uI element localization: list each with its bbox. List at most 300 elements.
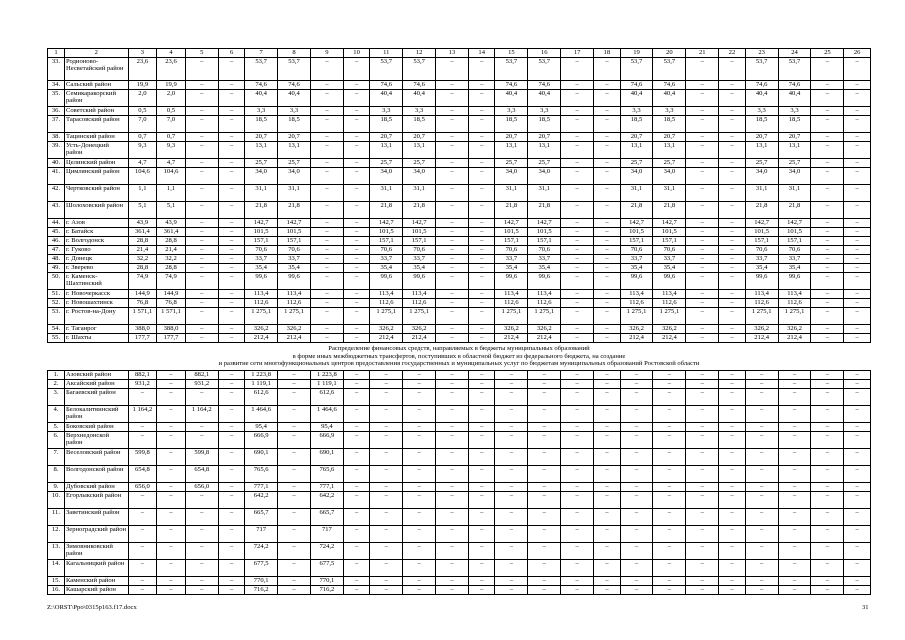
value-cell: –: [468, 116, 495, 133]
value-cell: 677,5: [310, 559, 343, 576]
value-cell: 18,5: [495, 116, 528, 133]
value-cell: 18,5: [370, 116, 403, 133]
value-cell: –: [811, 576, 844, 585]
value-cell: –: [468, 255, 495, 264]
value-cell: –: [653, 405, 686, 422]
value-cell: 654,8: [128, 465, 157, 482]
value-cell: 765,6: [245, 465, 278, 482]
value-cell: –: [343, 542, 370, 559]
value-cell: –: [436, 465, 469, 482]
value-cell: –: [719, 370, 746, 379]
value-cell: –: [468, 290, 495, 299]
value-cell: 142,7: [370, 219, 403, 228]
value-cell: 2,0: [157, 90, 186, 107]
value-cell: 74,6: [778, 81, 811, 90]
value-cell: –: [468, 334, 495, 343]
value-cell: –: [468, 525, 495, 542]
value-cell: 212,4: [403, 334, 436, 343]
row-index: 36.: [48, 107, 65, 116]
value-cell: 1 119,1: [310, 379, 343, 388]
value-cell: –: [686, 431, 719, 448]
value-cell: 1 571,1: [128, 308, 157, 325]
value-cell: –: [403, 576, 436, 585]
value-cell: –: [468, 58, 495, 81]
value-cell: 23,6: [157, 58, 186, 81]
value-cell: –: [403, 388, 436, 405]
column-number: 15: [495, 49, 528, 58]
value-cell: –: [218, 370, 245, 379]
value-cell: –: [495, 422, 528, 431]
row-index: 53.: [48, 308, 65, 325]
value-cell: –: [436, 142, 469, 159]
value-cell: 157,1: [528, 237, 561, 246]
value-cell: –: [811, 422, 844, 431]
value-cell: –: [844, 159, 871, 168]
value-cell: –: [370, 388, 403, 405]
value-cell: –: [561, 116, 594, 133]
value-cell: –: [436, 116, 469, 133]
value-cell: –: [561, 90, 594, 107]
value-cell: 666,9: [245, 431, 278, 448]
value-cell: –: [218, 525, 245, 542]
value-cell: –: [436, 290, 469, 299]
value-cell: –: [778, 585, 811, 594]
value-cell: 677,5: [245, 559, 278, 576]
value-cell: 53,7: [245, 58, 278, 81]
value-cell: 1 119,1: [245, 379, 278, 388]
value-cell: –: [528, 508, 561, 525]
value-cell: –: [310, 90, 343, 107]
value-cell: –: [811, 482, 844, 491]
value-cell: –: [343, 559, 370, 576]
value-cell: –: [686, 334, 719, 343]
value-cell: –: [719, 465, 746, 482]
value-cell: –: [811, 159, 844, 168]
value-cell: –: [218, 542, 245, 559]
municipality-name: Сальский район: [64, 81, 128, 90]
value-cell: 1 275,1: [653, 308, 686, 325]
value-cell: 33,7: [528, 255, 561, 264]
value-cell: 157,1: [620, 237, 653, 246]
value-cell: –: [128, 559, 157, 576]
table-row: [48, 142, 871, 159]
value-cell: 388,0: [128, 325, 157, 334]
value-cell: –: [343, 370, 370, 379]
value-cell: –: [594, 334, 621, 343]
table-row: [48, 159, 871, 168]
value-cell: –: [185, 255, 218, 264]
value-cell: –: [620, 465, 653, 482]
value-cell: 40,4: [778, 90, 811, 107]
column-number: 26: [844, 49, 871, 58]
row-index: 7.: [48, 448, 65, 465]
value-cell: –: [278, 559, 311, 576]
value-cell: –: [128, 508, 157, 525]
value-cell: 20,7: [653, 133, 686, 142]
value-cell: 113,4: [278, 290, 311, 299]
table-row: [48, 525, 871, 542]
value-cell: 70,6: [495, 246, 528, 255]
value-cell: –: [218, 405, 245, 422]
value-cell: –: [594, 482, 621, 491]
row-index: 35.: [48, 90, 65, 107]
value-cell: –: [218, 422, 245, 431]
value-cell: –: [719, 142, 746, 159]
value-cell: –: [218, 90, 245, 107]
value-cell: –: [844, 482, 871, 491]
value-cell: 28,8: [128, 264, 157, 273]
municipality-name: г. Батайск: [64, 228, 128, 237]
value-cell: –: [686, 159, 719, 168]
value-cell: –: [686, 255, 719, 264]
table-row: [48, 379, 871, 388]
value-cell: 13,1: [370, 142, 403, 159]
value-cell: –: [436, 107, 469, 116]
value-cell: –: [811, 290, 844, 299]
value-cell: –: [218, 273, 245, 290]
value-cell: –: [778, 388, 811, 405]
value-cell: 34,0: [778, 168, 811, 185]
value-cell: 142,7: [620, 219, 653, 228]
value-cell: –: [686, 542, 719, 559]
value-cell: –: [745, 559, 778, 576]
row-index: 4.: [48, 405, 65, 422]
value-cell: –: [370, 525, 403, 542]
value-cell: –: [745, 379, 778, 388]
value-cell: 31,1: [778, 185, 811, 202]
value-cell: –: [370, 370, 403, 379]
value-cell: –: [468, 168, 495, 185]
value-cell: –: [218, 325, 245, 334]
value-cell: –: [495, 405, 528, 422]
value-cell: –: [561, 370, 594, 379]
row-index: 50.: [48, 273, 65, 290]
value-cell: –: [436, 299, 469, 308]
value-cell: 40,4: [370, 90, 403, 107]
table-row: [48, 255, 871, 264]
value-cell: –: [844, 308, 871, 325]
value-cell: 361,4: [128, 228, 157, 237]
value-cell: 765,6: [310, 465, 343, 482]
value-cell: 104,6: [128, 168, 157, 185]
value-cell: –: [495, 370, 528, 379]
table-row: [48, 542, 871, 559]
value-cell: –: [185, 81, 218, 90]
municipality-name: Азовский район: [64, 370, 128, 379]
value-cell: –: [594, 142, 621, 159]
value-cell: –: [468, 81, 495, 90]
value-cell: –: [686, 228, 719, 237]
value-cell: 20,7: [370, 133, 403, 142]
value-cell: 31,1: [370, 185, 403, 202]
value-cell: –: [218, 491, 245, 508]
value-cell: –: [686, 508, 719, 525]
value-cell: 74,9: [157, 273, 186, 290]
table-row: [48, 185, 871, 202]
value-cell: 142,7: [653, 219, 686, 228]
value-cell: 157,1: [778, 237, 811, 246]
table-row: [48, 133, 871, 142]
value-cell: –: [185, 388, 218, 405]
value-cell: 142,7: [495, 219, 528, 228]
caption-line: Распределение финансовых средств, направляемых в бюджеты муниципальных образований: [328, 345, 590, 352]
value-cell: –: [811, 525, 844, 542]
value-cell: –: [185, 422, 218, 431]
value-cell: –: [370, 422, 403, 431]
value-cell: 40,4: [278, 90, 311, 107]
value-cell: –: [653, 388, 686, 405]
value-cell: 74,6: [653, 81, 686, 90]
table-row: [48, 325, 871, 334]
value-cell: 0,5: [157, 107, 186, 116]
value-cell: 1 223,8: [245, 370, 278, 379]
value-cell: –: [594, 379, 621, 388]
value-cell: –: [278, 491, 311, 508]
section-caption-row: [48, 343, 871, 371]
value-cell: –: [594, 422, 621, 431]
value-cell: 326,2: [370, 325, 403, 334]
value-cell: –: [528, 448, 561, 465]
value-cell: 19,9: [128, 81, 157, 90]
value-cell: –: [686, 525, 719, 542]
municipality-name: Шолоховский район: [64, 202, 128, 219]
value-cell: –: [468, 370, 495, 379]
value-cell: –: [343, 116, 370, 133]
value-cell: –: [495, 379, 528, 388]
value-cell: –: [594, 308, 621, 325]
value-cell: 53,7: [495, 58, 528, 81]
value-cell: 112,6: [245, 299, 278, 308]
value-cell: –: [157, 448, 186, 465]
value-cell: –: [653, 508, 686, 525]
value-cell: –: [157, 585, 186, 594]
value-cell: 326,2: [528, 325, 561, 334]
value-cell: –: [278, 388, 311, 405]
value-cell: –: [310, 81, 343, 90]
value-cell: –: [185, 299, 218, 308]
value-cell: 326,2: [778, 325, 811, 334]
value-cell: –: [811, 237, 844, 246]
value-cell: 0,7: [128, 133, 157, 142]
value-cell: –: [561, 81, 594, 90]
value-cell: –: [653, 448, 686, 465]
value-cell: –: [745, 388, 778, 405]
value-cell: –: [811, 168, 844, 185]
value-cell: –: [811, 370, 844, 379]
value-cell: –: [218, 299, 245, 308]
municipality-name: Волгодонской район: [64, 465, 128, 482]
value-cell: –: [403, 559, 436, 576]
value-cell: 177,7: [157, 334, 186, 343]
value-cell: 18,5: [278, 116, 311, 133]
value-cell: –: [594, 168, 621, 185]
value-cell: 1,1: [157, 185, 186, 202]
value-cell: 40,4: [653, 90, 686, 107]
value-cell: –: [278, 576, 311, 585]
budget-table: [47, 48, 871, 595]
value-cell: 21,4: [128, 246, 157, 255]
value-cell: 31,1: [620, 185, 653, 202]
value-cell: –: [686, 379, 719, 388]
value-cell: –: [620, 422, 653, 431]
municipality-name: Каменский район: [64, 576, 128, 585]
value-cell: –: [403, 542, 436, 559]
value-cell: –: [436, 422, 469, 431]
value-cell: –: [844, 576, 871, 585]
value-cell: –: [218, 508, 245, 525]
value-cell: –: [811, 255, 844, 264]
value-cell: 53,7: [620, 58, 653, 81]
value-cell: –: [403, 370, 436, 379]
value-cell: 1 275,1: [620, 308, 653, 325]
value-cell: –: [278, 379, 311, 388]
value-cell: –: [495, 559, 528, 576]
value-cell: –: [686, 299, 719, 308]
value-cell: 1 275,1: [745, 308, 778, 325]
value-cell: 7,0: [128, 116, 157, 133]
value-cell: 19,9: [157, 81, 186, 90]
value-cell: –: [778, 491, 811, 508]
municipality-name: Семикаракорский район: [64, 90, 128, 107]
value-cell: 40,4: [745, 90, 778, 107]
row-index: 34.: [48, 81, 65, 90]
value-cell: –: [528, 465, 561, 482]
value-cell: –: [436, 525, 469, 542]
column-number: 19: [620, 49, 653, 58]
value-cell: –: [343, 576, 370, 585]
file-path: Z:\ORST\Ppo\0315p163.f17.docx: [47, 604, 137, 611]
value-cell: –: [844, 228, 871, 237]
value-cell: –: [811, 508, 844, 525]
value-cell: –: [185, 585, 218, 594]
value-cell: –: [811, 388, 844, 405]
value-cell: 665,7: [245, 508, 278, 525]
value-cell: 40,4: [620, 90, 653, 107]
value-cell: –: [218, 168, 245, 185]
value-cell: –: [561, 308, 594, 325]
column-number: 21: [686, 49, 719, 58]
value-cell: –: [719, 219, 746, 228]
table-row: [48, 246, 871, 255]
value-cell: –: [436, 159, 469, 168]
value-cell: –: [468, 273, 495, 290]
value-cell: –: [468, 325, 495, 334]
value-cell: –: [185, 58, 218, 81]
value-cell: –: [719, 58, 746, 81]
table-row: [48, 388, 871, 405]
value-cell: 25,7: [278, 159, 311, 168]
value-cell: 101,5: [620, 228, 653, 237]
value-cell: –: [686, 264, 719, 273]
value-cell: –: [594, 508, 621, 525]
value-cell: –: [594, 273, 621, 290]
value-cell: 35,4: [370, 264, 403, 273]
value-cell: –: [528, 422, 561, 431]
row-index: 37.: [48, 116, 65, 133]
value-cell: 157,1: [495, 237, 528, 246]
value-cell: –: [778, 542, 811, 559]
value-cell: –: [343, 308, 370, 325]
value-cell: –: [370, 465, 403, 482]
value-cell: 326,2: [653, 325, 686, 334]
value-cell: –: [686, 90, 719, 107]
value-cell: –: [468, 202, 495, 219]
value-cell: –: [811, 116, 844, 133]
value-cell: –: [719, 299, 746, 308]
column-number: 20: [653, 49, 686, 58]
value-cell: –: [436, 168, 469, 185]
value-cell: 4,7: [157, 159, 186, 168]
value-cell: –: [811, 219, 844, 228]
value-cell: 34,0: [653, 168, 686, 185]
value-cell: –: [218, 290, 245, 299]
municipality-name: Советский район: [64, 107, 128, 116]
table-row: [48, 491, 871, 508]
value-cell: –: [495, 465, 528, 482]
value-cell: 177,7: [128, 334, 157, 343]
value-cell: 3,3: [495, 107, 528, 116]
value-cell: –: [468, 264, 495, 273]
value-cell: –: [128, 491, 157, 508]
municipality-name: Кашарский район: [64, 585, 128, 594]
value-cell: 326,2: [745, 325, 778, 334]
municipality-name: Тацинский район: [64, 133, 128, 142]
value-cell: 1 164,2: [128, 405, 157, 422]
value-cell: –: [594, 81, 621, 90]
row-index: 6.: [48, 431, 65, 448]
value-cell: –: [436, 90, 469, 107]
value-cell: 157,1: [653, 237, 686, 246]
value-cell: –: [686, 168, 719, 185]
value-cell: –: [561, 334, 594, 343]
value-cell: –: [561, 58, 594, 81]
value-cell: –: [844, 168, 871, 185]
value-cell: 18,5: [528, 116, 561, 133]
value-cell: –: [495, 491, 528, 508]
value-cell: –: [370, 405, 403, 422]
value-cell: –: [528, 431, 561, 448]
value-cell: 99,6: [495, 273, 528, 290]
column-number: 18: [594, 49, 621, 58]
value-cell: –: [811, 299, 844, 308]
value-cell: –: [468, 405, 495, 422]
value-cell: –: [218, 482, 245, 491]
value-cell: –: [343, 255, 370, 264]
value-cell: –: [278, 508, 311, 525]
value-cell: 101,5: [370, 228, 403, 237]
column-number: 7: [245, 49, 278, 58]
municipality-name: Родионово-Несветайский район: [64, 58, 128, 81]
value-cell: –: [468, 422, 495, 431]
value-cell: –: [128, 422, 157, 431]
value-cell: –: [310, 133, 343, 142]
value-cell: –: [719, 308, 746, 325]
value-cell: –: [719, 559, 746, 576]
value-cell: –: [218, 159, 245, 168]
value-cell: –: [844, 370, 871, 379]
value-cell: 5,1: [157, 202, 186, 219]
value-cell: –: [686, 325, 719, 334]
value-cell: –: [436, 133, 469, 142]
value-cell: –: [495, 508, 528, 525]
value-cell: –: [403, 448, 436, 465]
value-cell: –: [436, 325, 469, 334]
value-cell: –: [686, 219, 719, 228]
municipality-name: г. Таганрог: [64, 325, 128, 334]
value-cell: –: [561, 255, 594, 264]
value-cell: –: [310, 142, 343, 159]
row-index: 33.: [48, 58, 65, 81]
